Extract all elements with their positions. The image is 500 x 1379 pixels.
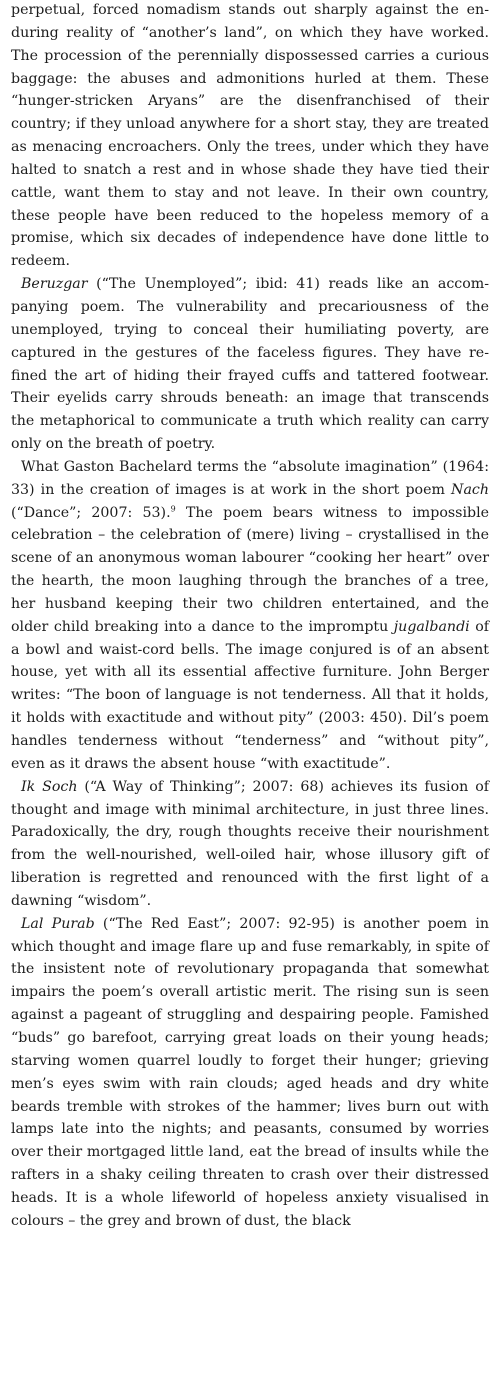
paragraph-2 — [11, 273, 489, 456]
italic-title: Lal Purab — [21, 915, 95, 932]
text-run: (“Dance”; 2007: 53). — [11, 504, 171, 521]
text-run: The poem bears witness to impossible celebration – the celebration of (mere) living – crystallised in the scene of an anonymous woman labourer “cooking her heart” over the hearth, the moon laughing through the branches of a tree, her husband keeping their two children entertained, and the older child breaking into a dance to the impromptu — [11, 504, 490, 635]
italic-title: jugalbandi — [393, 618, 470, 635]
text-run: (“The Unemployed”; ibid: 41) reads like an accompanying poem. The vulnerability and precariousness of the unemployed, trying to conceal their humiliating poverty, are captured in the gestures of the faceless figures. They have refined the art of hiding their frayed cuffs and tattered footwear. Their eyelids carry shrouds beneath: an image that transcends the metaphorical to communicate a truth which reality can carry only on the breath of poetry. — [11, 276, 489, 453]
footnote-marker: 9 — [170, 503, 176, 513]
text-run: perpetual, forced nomadism stands out sharply against the enduring reality of “another’s land”, on which they have worked. The procession of the perennially dispossessed carries a curious baggage: the abuses and admonitions hurled at them. These “hunger-stricken Aryans” are the disenfranchised of their country; if they unload anywhere for a short stay, they are treated as menacing encroachers. Only the trees, under which they have halted to snatch a rest and in whose shade they have tied their cattle, want them to stay and not leave. In their own country, these people have been reduced to the hopeless memory of a promise, which six decades of independence have done little to redeem. — [11, 2, 489, 270]
text-run: What Gaston Bachelard terms the “absolute imagination” (1964: 33) in the creation of images is at work in the short poem — [11, 458, 489, 498]
paragraph-5 — [11, 913, 489, 1233]
text-run: (“A Way of Thinking”; 2007: 68) achieves its fusion of thought and image with minimal architecture, in just three lines. Paradoxically, the dry, rough thoughts receive their nourishment from the well-nourished, well-oiled hair, whose illusory gift of liberation is regretted and renounced with the first light of a dawning “wisdom”. — [11, 778, 489, 909]
italic-title: Ik Soch — [21, 778, 78, 795]
paragraph-1 — [11, 0, 489, 273]
italic-title: Nach — [451, 481, 489, 498]
text-run: (“The Red East”; 2007: 92-95) is another poem in which thought and image flare up and fuse remarkably, in spite of the insistent note of revolutionary propaganda that somewhat impairs the poem’s overall artistic merit. The rising sun is seen against a pageant of struggling and despairing people. Famished “buds” go barefoot, carrying great loads on their young heads; starving women quarrel loudly to forget their hunger; grieving men’s eyes swim with rain clouds; aged heads and dry white beards tremble with strokes of the hammer; lives burn out with lamps late into the nights; and peasants, consumed by worries over their mortgaged little land, eat the bread of insults while the rafters in a shaky ceiling threaten to crash over their distressed heads. It is a whole lifeworld of hopeless anxiety visualised in colours – the grey and brown of dust, the black — [11, 915, 490, 1229]
paragraph-4 — [11, 776, 489, 913]
italic-title: Beruzgar — [21, 276, 88, 293]
paragraph-3 — [11, 456, 489, 776]
text-run: of a bowl and waist-cord bells. The image conjured is of an absent house, yet with all its essential affective furniture. John Berger writes: “The boon of language is not tenderness. All that it holds, it holds with exactitude and without pity” (2003: 450). Dil’s poem handles tenderness without “tenderness” and “without pity”, even as it draws the absent house “with exactitude”. — [11, 618, 489, 772]
